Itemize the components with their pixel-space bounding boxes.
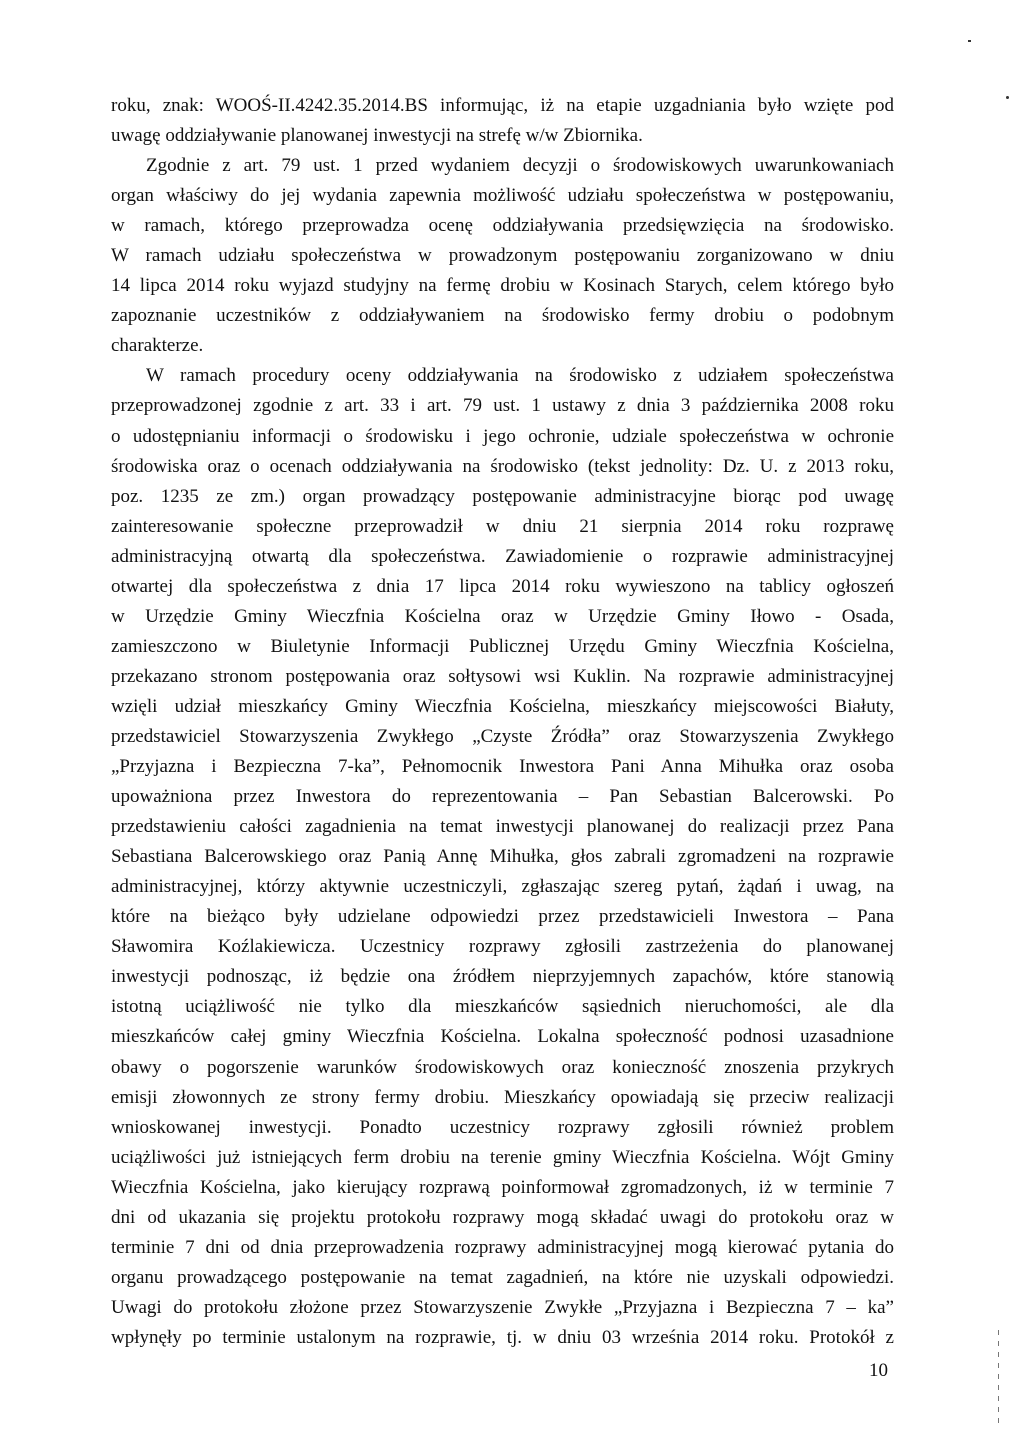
text-line: zainteresowanie społeczne przeprowadził w dniu 21 sierpnia 2014 roku rozprawę [111, 515, 894, 537]
text-line: które na bieżąco były udzielane odpowiedzi przez przedstawicieli Inwestora – Pana [111, 906, 894, 928]
scan-edge-mark [998, 1330, 999, 1428]
text-line: o udostępnianiu informacji o środowisku i jego ochronie, udziale społeczeństwa w ochronie [111, 425, 894, 447]
text-line: zapoznanie uczestników z oddziaływaniem na środowisko fermy drobiu o podobnym [111, 305, 894, 327]
text-line: uciążliwości już istniejących ferm drobiu na terenie gminy Wieczfnia Kościelna. Wójt Gminy [111, 1146, 894, 1168]
text-line: Zgodnie z art. 79 ust. 1 przed wydaniem decyzji o środowiskowych uwarunkowaniach [146, 155, 894, 177]
text-line: wzięli udział mieszkańcy Gminy Wieczfnia Kościelna, mieszkańcy miejscowości Białuty, [111, 695, 894, 717]
text-line: roku, znak: WOOŚ-II.4242.35.2014.BS informując, iż na etapie uzgadniania było wzięte pod [111, 95, 894, 116]
text-line: administracyjnej, którzy aktywnie uczestniczyli, zgłaszając szereg pytań, żądań i uwag, na [111, 876, 894, 898]
text-line: Sławomira Koźlakiewicza. Uczestnicy rozprawy zgłosili zastrzeżenia do planowanej [111, 936, 894, 958]
body-text [111, 91, 894, 1353]
text-line: organu prowadzącego postępowanie na temat zagadnień, na które nie uzyskali odpowiedzi. [111, 1266, 894, 1288]
text-line: Sebastiana Balcerowskiego oraz Panią Annę Mihułka, głos zabrali zgromadzeni na rozprawie [111, 846, 894, 868]
text-line: przedstawieniu całości zagadnienia na temat inwestycji planowanej do realizacji przez Pana [111, 816, 894, 838]
text-line: W ramach udziału społeczeństwa w prowadzonym postępowaniu zorganizowano w dniu [111, 245, 894, 267]
text-line: w Urzędzie Gminy Wieczfnia Kościelna oraz w Urzędzie Gminy Iłowo - Osada, [111, 605, 894, 627]
text-line: środowiska oraz o ocenach oddziaływania na środowisko (tekst jednolity: Dz. U. z 2013 roku, [111, 455, 894, 477]
text-line: mieszkańców całej gminy Wieczfnia Kościelna. Lokalna społeczność podnosi uzasadnione [111, 1026, 894, 1048]
text-line: otwartej dla społeczeństwa z dnia 17 lipca 2014 roku wywieszono na tablicy ogłoszeń [111, 575, 894, 597]
text-line: terminie 7 dni od dnia przeprowadzenia rozprawy administracyjnej mogą kierować pytania do [111, 1236, 894, 1258]
scan-mark [968, 40, 971, 42]
text-line: inwestycji podnosząc, iż będzie ona źródłem nieprzyjemnych zapachów, które stanowią [111, 966, 894, 988]
text-line: przedstawiciel Stowarzyszenia Zwykłego „Czyste Źródła” oraz Stowarzyszenia Zwykłego [111, 725, 894, 747]
text-line: charakterze. [111, 335, 204, 357]
text-line: organ właściwy do jej wydania zapewnia możliwość udziału społeczeństwa w postępowaniu, [111, 185, 894, 207]
text-line: wpłynęły po terminie ustalonym na rozprawie, tj. w dniu 03 września 2014 roku. Protokół z [111, 1326, 894, 1348]
text-line: „Przyjazna i Bezpieczna 7-ka”, Pełnomocnik Inwestora Pani Anna Mihułka oraz osoba [111, 756, 894, 778]
text-line: administracyjną otwartą dla społeczeństwa. Zawiadomienie o rozprawie administracyjnej [111, 545, 894, 567]
text-line: emisji złowonnych ze strony fermy drobiu. Mieszkańcy opowiadają się przeciw realizacji [111, 1086, 894, 1108]
text-line: Uwagi do protokołu złożone przez Stowarzyszenie Zwykłe „Przyjazna i Bezpieczna 7 – ka” [111, 1296, 894, 1318]
text-line: upoważniona przez Inwestora do reprezentowania – Pan Sebastian Balcerowski. Po [111, 786, 894, 808]
text-line: uwagę oddziaływanie planowanej inwestycji na strefę w/w Zbiornika. [111, 125, 643, 147]
text-line: zamieszczono w Biuletynie Informacji Publicznej Urzędu Gminy Wieczfnia Kościelna, [111, 635, 894, 657]
text-line: w ramach, którego przeprowadza ocenę oddziaływania przedsięwzięcia na środowisko. [111, 215, 894, 237]
text-line: poz. 1235 ze zm.) organ prowadzący postępowanie administracyjne biorąc pod uwagę [111, 485, 894, 507]
text-line: obawy o pogorszenie warunków środowiskowych oraz konieczność znoszenia przykrych [111, 1056, 894, 1078]
text-line: W ramach procedury oceny oddziaływania na środowisko z udziałem społeczeństwa [146, 365, 894, 387]
text-line: 14 lipca 2014 roku wyjazd studyjny na fermę drobiu w Kosinach Starych, celem którego było [111, 275, 894, 297]
text-line: przeprowadzonej zgodnie z art. 33 i art. 79 ust. 1 ustawy z dnia 3 października 2008 roku [111, 395, 894, 417]
page-number: 10 [869, 1360, 888, 1381]
text-line: dni od ukazania się projektu protokołu rozprawy mogą składać uwagi do protokołu oraz w [111, 1206, 894, 1228]
text-line: wnioskowanej inwestycji. Ponadto uczestnicy rozprawy zgłosili również problem [111, 1116, 894, 1138]
text-line: przekazano stronom postępowania oraz sołtysowi wsi Kuklin. Na rozprawie administracyjnej [111, 665, 894, 687]
text-line: Wieczfnia Kościelna, jako kierujący rozprawą poinformował zgromadzonych, iż w terminie 7 [111, 1176, 894, 1198]
scan-dot [1006, 96, 1009, 99]
text-line: istotną uciążliwość nie tylko dla mieszkańców sąsiednich nieruchomości, ale dla [111, 996, 894, 1018]
